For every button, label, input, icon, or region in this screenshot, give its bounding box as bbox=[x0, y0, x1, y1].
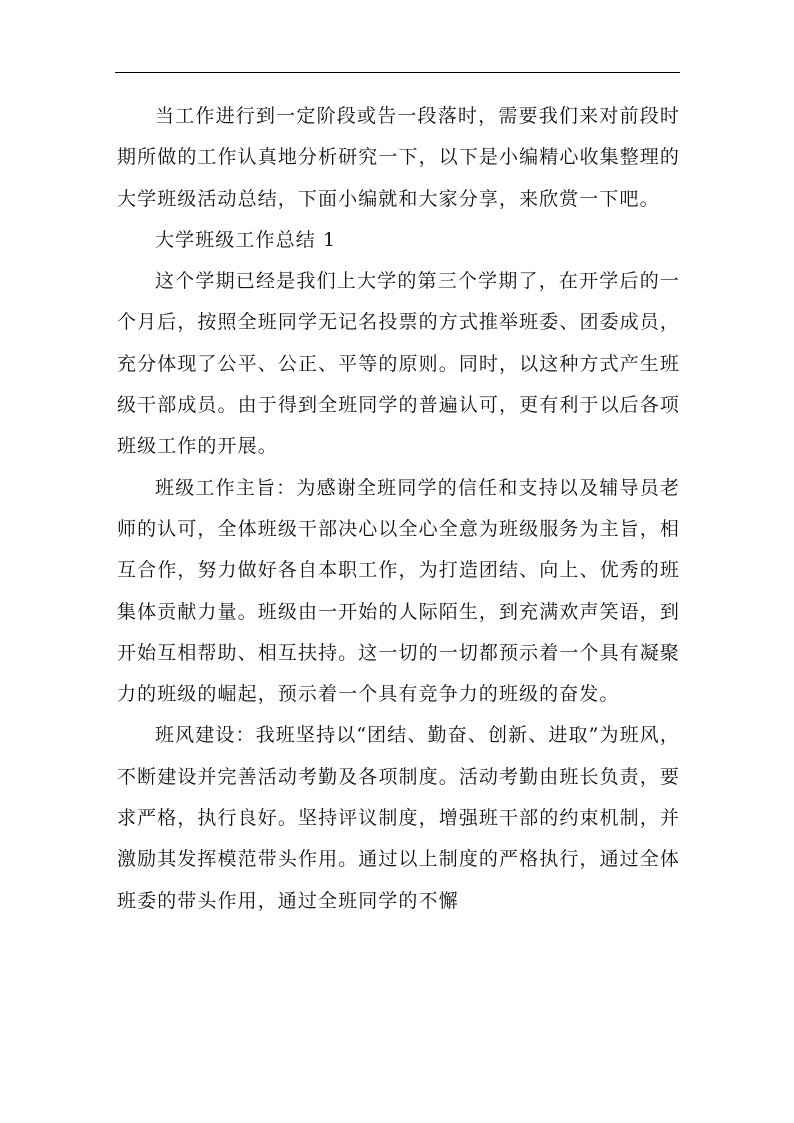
intro-paragraph: 当工作进行到一定阶段或告一段落时，需要我们来对前段时期所做的工作认真地分析研究一下，以下是小编精心收集整理的大学班级活动总结，下面小编就和大家分享，来欣赏一下吧。 bbox=[117, 105, 680, 210]
body-paragraph: 班级工作主旨：为感谢全班同学的信任和支持以及辅导员老师的认可，全体班级干部决心以全心全意为班级服务为主旨，相互合作，努力做好各自本职工作，为打造团结、向上、优秀的班集体贡献力量。班级由一开始的人际陌生，到充满欢声笑语，到开始互相帮助、相互扶持。这一切的一切都预示着一个具有凝聚力的班级的崛起，预示着一个具有竞争力的班级的奋发。 bbox=[117, 476, 680, 706]
document-body bbox=[117, 96, 680, 922]
body-paragraph: 班风建设：我班坚持以“团结、勤奋、创新、进取”为班风，不断建设并完善活动考勤及各项制度。活动考勤由班长负责，要求严格，执行良好。坚持评议制度，增强班干部的约束机制，并激励其发挥模范带头作用。通过以上制度的严格执行，通过全体班委的带头作用，通过全班同学的不懈 bbox=[117, 724, 680, 912]
header-rule bbox=[115, 72, 680, 73]
section-heading: 大学班级工作总结 1 bbox=[155, 228, 337, 251]
body-paragraph: 这个学期已经是我们上大学的第三个学期了，在开学后的一个月后，按照全班同学无记名投票的方式推举班委、团委成员，充分体现了公平、公正、平等的原则。同时，以这种方式产生班级干部成员。由于得到全班同学的普遍认可，更有利于以后各项班级工作的开展。 bbox=[117, 270, 680, 458]
